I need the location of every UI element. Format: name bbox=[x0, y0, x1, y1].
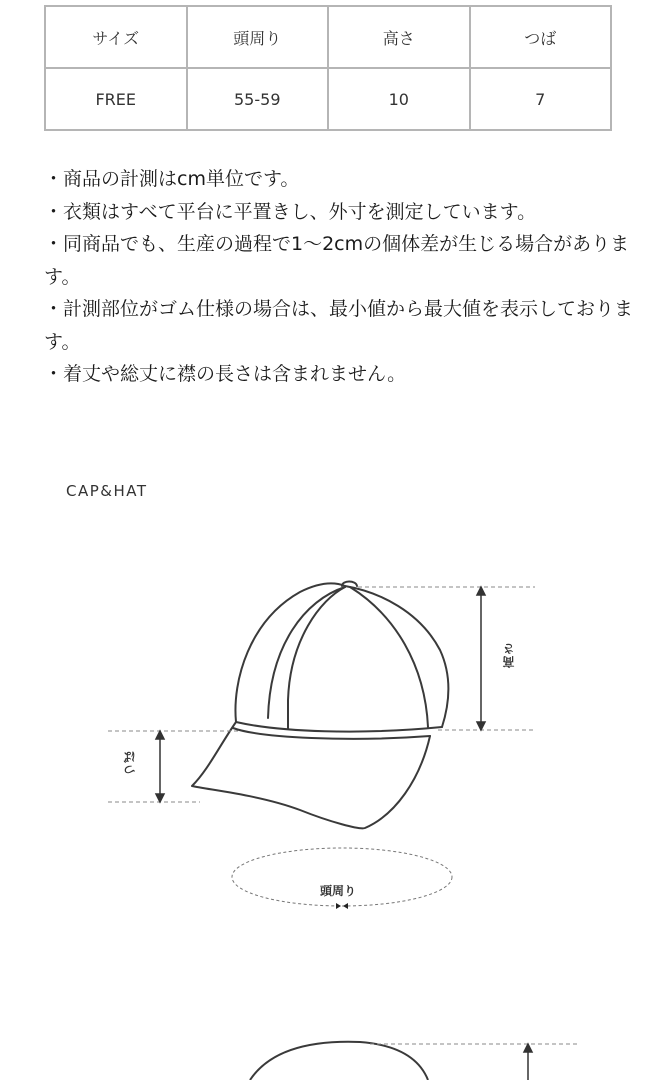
header-size: サイズ bbox=[45, 6, 187, 68]
brim-arrow-icon bbox=[156, 731, 164, 802]
head-circumference-ellipse-icon bbox=[232, 848, 452, 909]
cell-height: 10 bbox=[328, 68, 470, 130]
note-item: ・衣類はすべて平台に平置きし、外寸を測定しています。 bbox=[44, 200, 537, 223]
note-item: ・商品の計測はcm単位です。 bbox=[44, 168, 300, 190]
cell-brim: 7 bbox=[470, 68, 612, 130]
header-head-circumference: 頭周り bbox=[187, 6, 329, 68]
note-item: ・同商品でも、生産の過程で1〜2cmの個体差が生じる場合があります。 bbox=[44, 233, 630, 288]
height-label: 高さ bbox=[502, 642, 516, 668]
brim-label: つば bbox=[123, 750, 137, 776]
head-circumference-label: 頭周り bbox=[320, 884, 357, 898]
cell-head-circumference: 55-59 bbox=[187, 68, 329, 130]
cap-outline-icon bbox=[192, 582, 449, 829]
height-arrow-icon bbox=[477, 587, 485, 730]
section-label-cap-hat: CAP&HAT bbox=[66, 482, 148, 500]
hat-outline-icon bbox=[250, 1042, 428, 1080]
header-brim: つば bbox=[470, 6, 612, 68]
note-item: ・着丈や総丈に襟の長さは含まれません。 bbox=[44, 363, 407, 385]
hat-height-arrow-icon bbox=[524, 1044, 532, 1080]
note-item: ・計測部位がゴム仕様の場合は、最小値から最大値を表示しております。 bbox=[44, 298, 634, 353]
cell-size: FREE bbox=[45, 68, 187, 130]
header-height: 高さ bbox=[328, 6, 470, 68]
dimension-lines bbox=[108, 587, 535, 802]
